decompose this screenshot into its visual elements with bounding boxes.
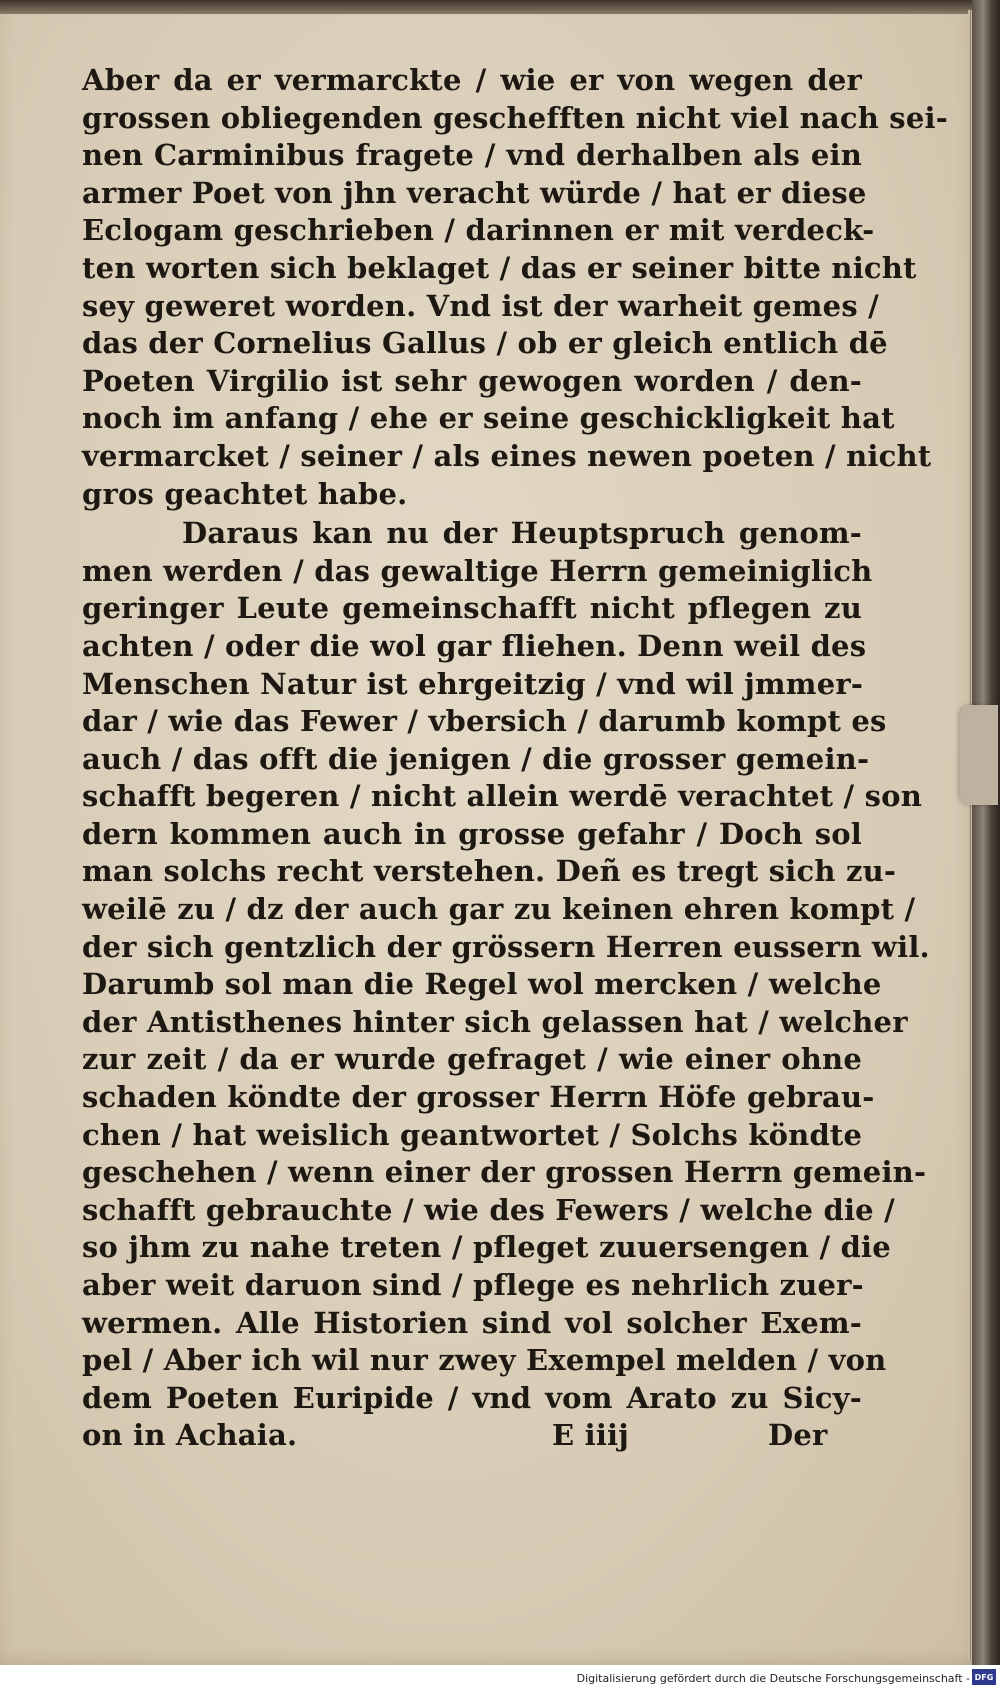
text-line: schaden köndte der grosser Herrn Höfe gebrau- <box>82 1080 875 1115</box>
signature-mark: E iiij <box>552 1418 629 1453</box>
text-line: auch / das offt die jenigen / die grosser gemein- <box>82 741 870 776</box>
text-line: Eclogam geschrieben / darinnen er mit verdeck- <box>82 213 875 248</box>
text-line: schafft begeren / nicht allein werdē verachtet / son <box>82 779 922 814</box>
paragraph-2 <box>82 515 930 1417</box>
dfg-logo-icon: DFG <box>972 1669 996 1685</box>
text-line: Menschen Natur ist ehrgeitzig / vnd wil jmmer- <box>82 666 864 701</box>
text-line: grossen obliegenden geschefften nicht viel nach sei- <box>82 100 948 135</box>
text-line: zur zeit / da er wurde gefraget / wie einer ohne <box>82 1042 862 1077</box>
text-line: nen Carminibus fragete / vnd derhalben als ein <box>82 138 862 173</box>
text-line: gros geachtet habe. <box>82 476 408 511</box>
last-line-row <box>82 1417 862 1455</box>
text-line: armer Poet von jhn veracht würde / hat er diese <box>82 175 867 210</box>
text-line: man solchs recht verstehen. Deñ es tregt sich zu- <box>82 854 897 889</box>
text-line: Daraus kan nu der Heuptspruch genom- <box>182 516 862 551</box>
text-line: chen / hat weislich geantwortet / Solchs köndte <box>82 1117 863 1152</box>
page-tab <box>960 705 998 805</box>
text-line: Darumb sol man die Regel wol mercken / welche <box>82 967 882 1002</box>
text-line: wermen. Alle Historien sind vol solcher Exem- <box>82 1305 862 1340</box>
text-line: schafft gebrauchte / wie des Fewers / welche die / <box>82 1192 895 1227</box>
page-text <box>82 62 948 1455</box>
text-line: der Antisthenes hinter sich gelassen hat / welcher <box>82 1004 908 1039</box>
text-line: pel / Aber ich wil nur zwey Exempel melden / von <box>82 1343 887 1378</box>
text-line: noch im anfang / ehe er seine geschickligkeit hat <box>82 401 895 436</box>
text-line: achten / oder die wol gar fliehen. Denn weil des <box>82 628 867 663</box>
text-line: ten worten sich beklaget / das er seiner bitte nicht <box>82 250 917 285</box>
text-line: Poeten Virgilio ist sehr gewogen worden / den- <box>82 363 862 398</box>
text-line: aber weit daruon sind / pflege es nehrlich zuer- <box>82 1268 864 1302</box>
book-spine <box>972 0 1000 1665</box>
text-line: sey geweret worden. Vnd ist der warheit gemes / <box>82 288 879 323</box>
final-line: on in Achaia. <box>82 1418 298 1453</box>
catchword: Der <box>768 1418 828 1453</box>
text-line: der sich gentzlich der grössern Herren eussern wil. <box>82 929 930 964</box>
text-line: vermarcket / seiner / als eines newen poeten / nicht <box>82 438 932 473</box>
page-top-edge <box>0 0 980 14</box>
text-line: Aber da er vermarckte / wie er von wegen der <box>82 63 862 97</box>
text-line: dern kommen auch in grosse gefahr / Doch sol <box>82 816 862 851</box>
text-line: das der Cornelius Gallus / ob er gleich entlich dē <box>82 326 888 361</box>
paragraph-1 <box>82 62 948 513</box>
text-line: geringer Leute gemeinschafft nicht pflegen zu <box>82 591 862 626</box>
text-line: dar / wie das Fewer / vbersich / darumb kompt es <box>82 704 887 739</box>
text-line: dem Poeten Euripide / vnd vom Arato zu Sicy- <box>82 1380 862 1415</box>
text-line: weilē zu / dz der auch gar zu keinen ehren kompt / <box>82 892 916 927</box>
text-line: geschehen / wenn einer der grossen Herrn gemein- <box>82 1155 927 1190</box>
text-line: so jhm zu nahe treten / pfleget zuuersengen / die <box>82 1230 891 1265</box>
text-line: men werden / das gewaltige Herrn gemeiniglich <box>82 553 873 588</box>
digitization-credit: Digitalisierung gefördert durch die Deutsche Forschungsgemeinschaft - <box>576 1672 970 1685</box>
